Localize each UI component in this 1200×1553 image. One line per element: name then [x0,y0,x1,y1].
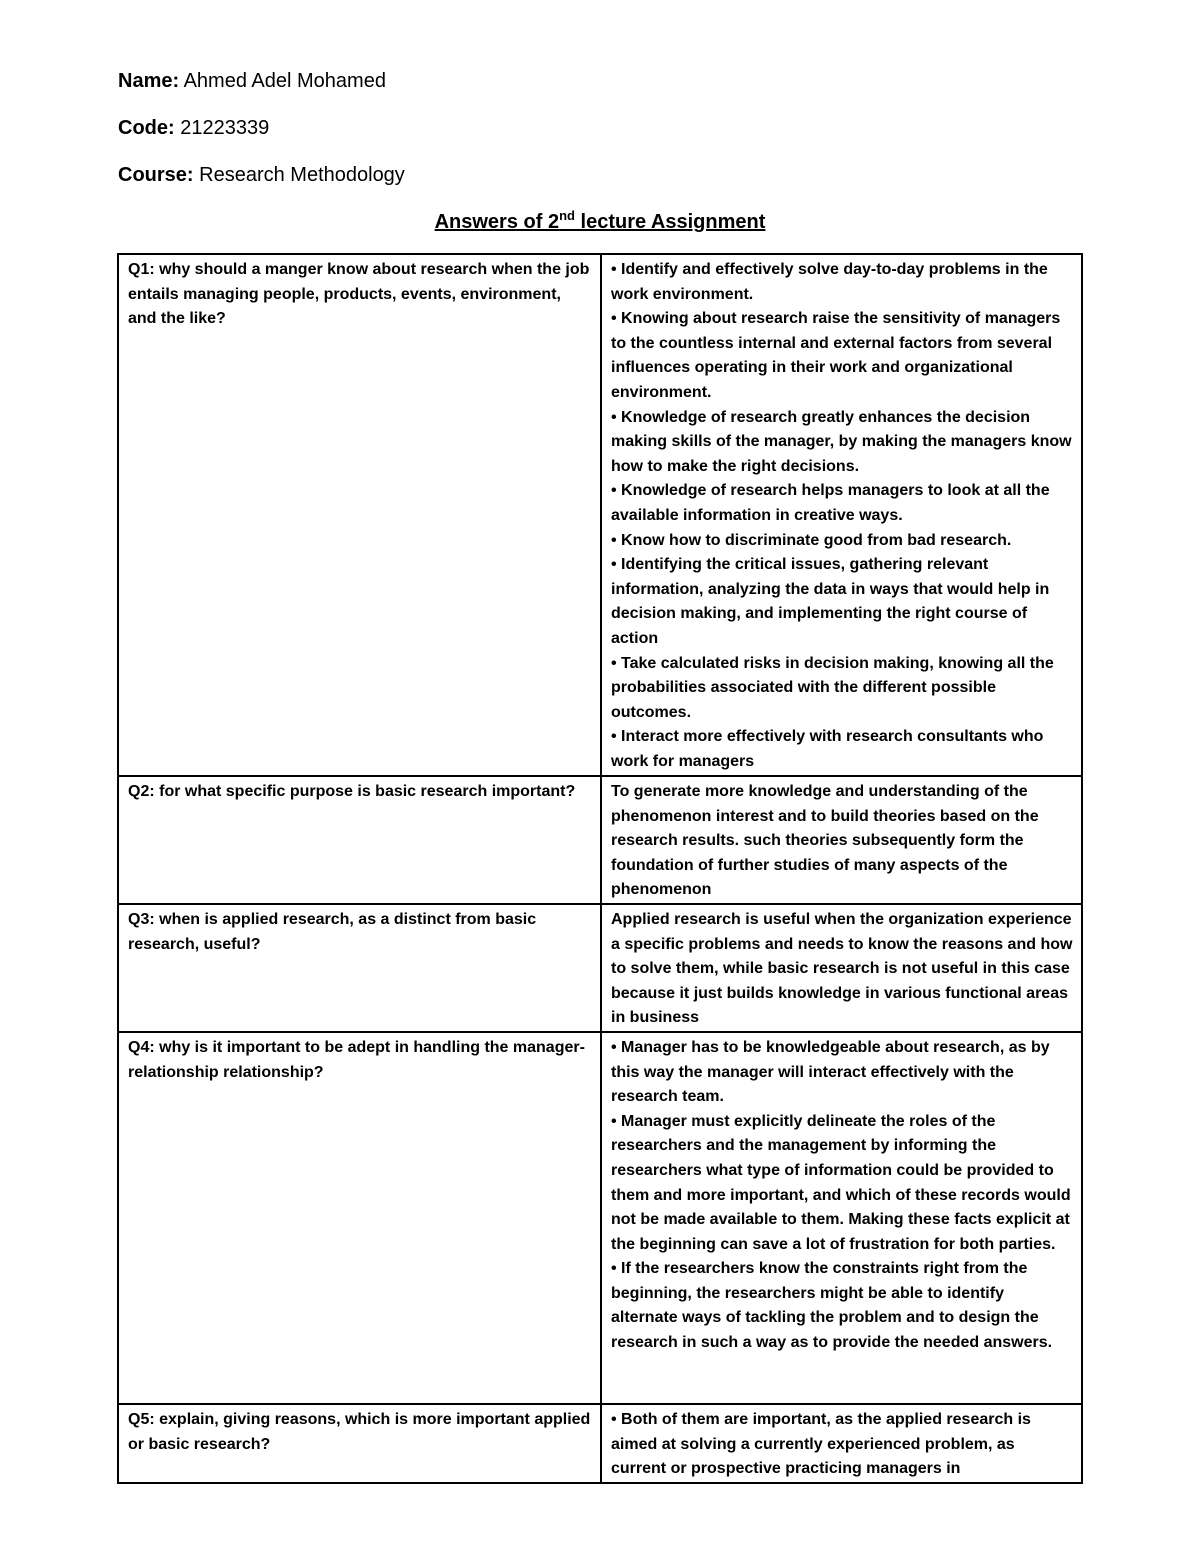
course-line [118,162,405,188]
qa-table [117,253,1083,1484]
answer-line: • Take calculated risks in decision making, knowing all the probabilities associated with the different possible outcomes. [611,654,1054,721]
question-label: Q5: [128,1410,155,1428]
name-value: Ahmed Adel Mohamed [179,70,386,92]
question-text: why is it important to be adept in handling the manager-relationship relationship? [128,1038,585,1081]
qa-row-2 [118,776,1082,904]
title-main: Answers of 2 [434,211,560,233]
question-label: Q4: [128,1038,155,1056]
qa-row-4 [118,1032,1082,1404]
qa-row-5 [118,1404,1082,1483]
name-label: Name: [118,70,180,92]
answer-line: • Knowledge of research greatly enhances the decision making skills of the manager, by making the managers know how to make the right decisions. [611,408,1072,475]
answer-cell-1 [601,254,1082,776]
answer-line: • Manager must explicitly delineate the roles of the researchers and the management by informing the researchers what type of information could be provided to them and more important, and which of these records would not be made available to them. Making these facts explicit at the beginning can save a lot of frustration for both parties. [611,1112,1071,1253]
question-text: why should a manger know about research when the job entails managing people, products, events, environment, and the like? [128,261,590,328]
answer-line: • Identifying the critical issues, gathering relevant information, analyzing the data in ways that would help in decision making, and implementing the right course of action [611,556,1050,647]
answer-line: • Knowledge of research helps managers to look at all the available information in creative ways. [611,482,1050,524]
qa-row-1 [118,254,1082,776]
question-cell-5 [118,1404,601,1483]
assignment-title [0,207,1200,237]
answer-line: • Knowing about research raise the sensitivity of managers to the countless internal and external factors from several influences operating in their work and organizational environment. [611,310,1061,401]
code-label: Code: [118,117,175,139]
question-text: when is applied research, as a distinct from basic research, useful? [128,910,537,953]
answer-line: • Interact more effectively with research consultants who work for managers [611,728,1044,770]
code-value: 21223339 [174,117,270,139]
title-superscript: nd [559,208,575,223]
title-rest: lecture Assignment [574,211,766,233]
qa-row-3 [118,904,1082,1032]
answer-cell-3 [601,904,1082,1032]
answer-line: • Identify and effectively solve day-to-day problems in the work environment. [611,261,1048,303]
answer-line: • Know how to discriminate good from bad research. [611,531,1012,549]
qa-table-body [118,254,1082,1483]
question-cell-4 [118,1032,601,1404]
student-name-line [118,68,386,94]
answer-cell-4 [601,1032,1082,1404]
question-cell-2 [118,776,601,904]
answer-line: Applied research is useful when the organization experience a specific problems and needs to know the reasons and how to solve them, while basic research is not useful in this case because it just builds knowledge in various functional areas in business [611,910,1073,1027]
question-label: Q1: [128,261,155,278]
course-value: Research Methodology [193,164,405,186]
question-label: Q3: [128,910,155,928]
student-code-line [118,115,269,141]
answer-cell-2 [601,776,1082,904]
answer-line: • Both of them are important, as the applied research is aimed at solving a currently experienced problem, as current or prospective practicing managers in [611,1410,1031,1478]
answer-line: • If the researchers know the constraints right from the beginning, the researchers might be able to identify alternate ways of tackling the problem and to design the research in such a way as to provide the needed answers. [611,1260,1053,1352]
question-text: explain, giving reasons, which is more important applied or basic research? [128,1410,591,1453]
question-label: Q2: [128,783,155,800]
answer-cell-5 [601,1404,1082,1483]
question-cell-3 [118,904,601,1032]
answer-line: • Manager has to be knowledgeable about research, as by this way the manager will interact effectively with the research team. [611,1038,1050,1106]
answer-line: To generate more knowledge and understanding of the phenomenon interest and to build theories based on the research results. such theories subsequently form the foundation of further studies of many aspects of the phenomenon [611,783,1039,899]
course-label: Course: [118,164,194,186]
question-text: for what specific purpose is basic research important? [154,783,576,800]
question-cell-1 [118,254,601,776]
